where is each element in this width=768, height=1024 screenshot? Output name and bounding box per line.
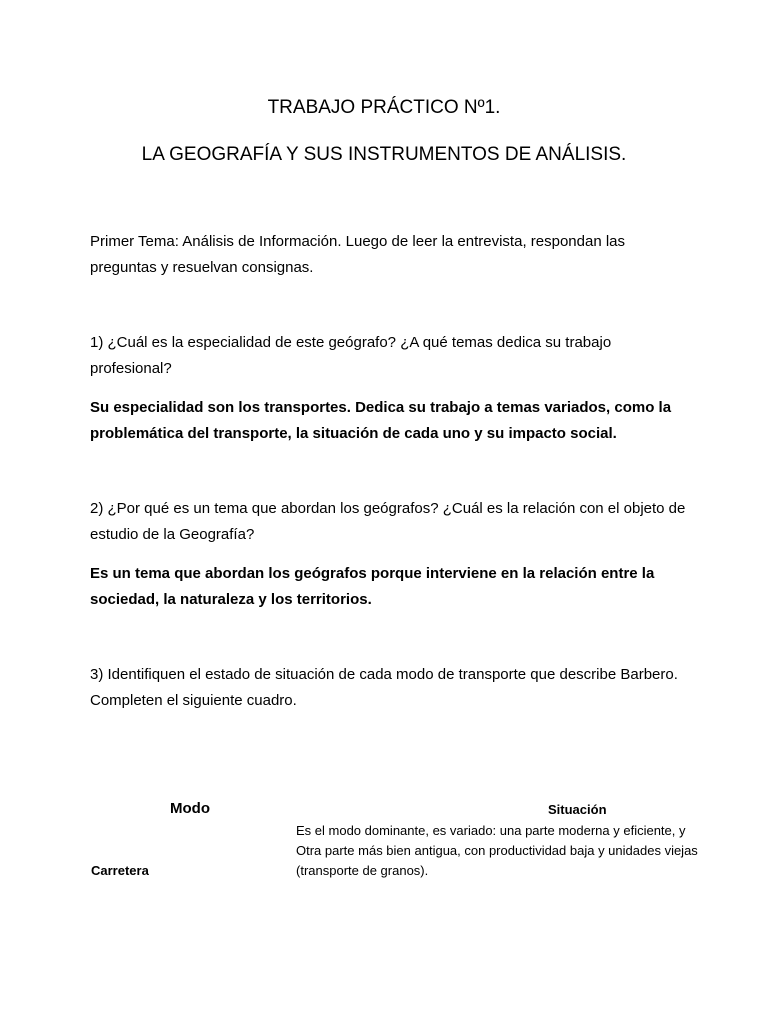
table-header-modo: Modo <box>170 800 210 817</box>
situacion-line: (transporte de granos). <box>296 863 429 878</box>
answer-1: Su especialidad son los transportes. Dedica su trabajo a temas variados, como la problemática del transporte, la situación de cada uno y su impacto social. <box>90 399 672 442</box>
intro-paragraph: Primer Tema: Análisis de Información. Luego de leer la entrevista, respondan las preguntas y resuelvan consignas. <box>90 233 626 276</box>
table-cell-modo: Carretera <box>91 863 149 878</box>
situacion-line: Es el modo dominante, es variado: una parte moderna y eficiente, y <box>296 823 686 838</box>
question-2: 2) ¿Por qué es un tema que abordan los geógrafos? ¿Cuál es la relación con el objeto de estudio de la Geografía? <box>90 500 686 543</box>
table-cell-situacion <box>296 821 736 881</box>
question-1: 1) ¿Cuál es la especialidad de este geógrafo? ¿A qué temas dedica su trabajo profesional? <box>90 334 612 377</box>
answer-2: Es un tema que abordan los geógrafos porque interviene en la relación entre la sociedad, la naturaleza y los territorios. <box>90 565 655 608</box>
situacion-line: Otra parte más bien antigua, con productividad baja y unidades viejas <box>296 843 698 858</box>
table-header-situacion: Situación <box>548 802 607 817</box>
document-title: TRABAJO PRÁCTICO Nº1. <box>267 97 501 118</box>
document-subtitle: LA GEOGRAFÍA Y SUS INSTRUMENTOS DE ANÁLISIS. <box>141 144 627 165</box>
question-3: 3) Identifiquen el estado de situación de cada modo de transporte que describe Barbero. Completen el siguiente cuadro. <box>90 666 678 709</box>
